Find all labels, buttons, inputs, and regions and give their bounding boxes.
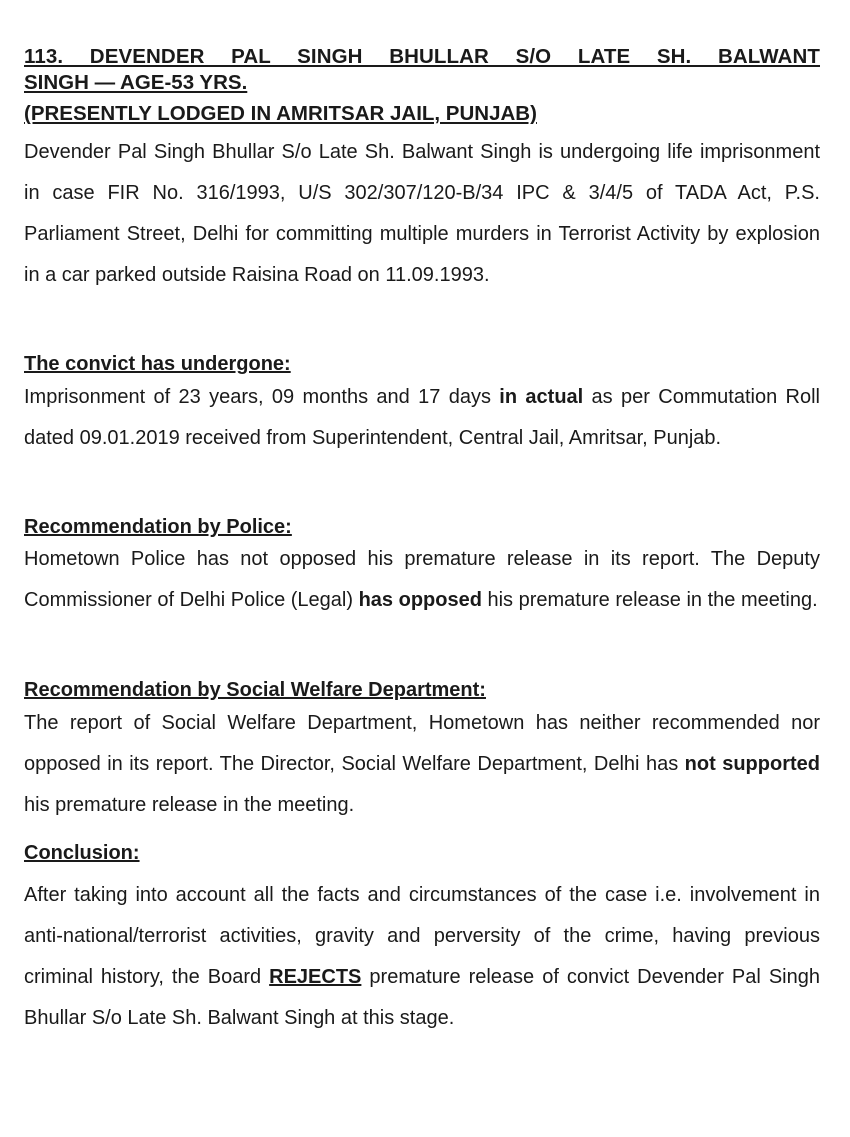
police-bold: has opposed bbox=[358, 589, 482, 611]
conclusion-rejects: REJECTS bbox=[269, 966, 362, 988]
conclusion-heading: Conclusion: bbox=[24, 842, 140, 864]
social-welfare-paragraph bbox=[24, 703, 820, 826]
police-text-before: Hometown Police has not opposed his premature release in its report. The Deputy Commissioner of Delhi Police (Legal) bbox=[24, 548, 820, 611]
title-line-1: 113. DEVENDER PAL SINGH BHULLAR S/O LATE SH. BALWANT bbox=[24, 45, 820, 68]
police-heading: Recommendation by Police: bbox=[24, 516, 292, 538]
police-paragraph bbox=[24, 539, 820, 621]
undergone-paragraph bbox=[24, 377, 820, 459]
undergone-text-before: Imprisonment of 23 years, 09 months and 17 days bbox=[24, 386, 500, 408]
conclusion-paragraph bbox=[24, 875, 820, 1039]
undergone-heading: The convict has undergone: bbox=[24, 353, 291, 375]
social-welfare-bold: not supported bbox=[684, 753, 820, 775]
social-welfare-text-after: his premature release in the meeting. bbox=[24, 794, 355, 816]
conclusion-text-after: premature release of convict Devender Pal Singh Bhullar S/o Late Sh. Balwant Singh at this stage. bbox=[24, 966, 820, 1029]
undergone-text-after: as per Commutation Roll dated 09.01.2019 received from Superintendent, Central Jail, Amritsar, Punjab. bbox=[24, 386, 820, 449]
social-welfare-text-before: The report of Social Welfare Department, Hometown has neither recommended nor opposed in its report. The Director, Social Welfare Department, Delhi has bbox=[24, 712, 820, 775]
police-text-after: his premature release in the meeting. bbox=[481, 589, 818, 611]
intro-paragraph: Devender Pal Singh Bhullar S/o Late Sh. Balwant Singh is undergoing life imprisonment in case FIR No. 316/1993, U/S 302/307/120-B/34 IPC & 3/4/5 of TADA Act, P.S. Parliament Street, Delhi for committing multiple murders in Terrorist Activity by explosion in a car parked outside Raisina Road on 11.09.1993. bbox=[24, 141, 820, 286]
title-line-3: (PRESENTLY LODGED IN AMRITSAR JAIL, PUNJAB) bbox=[24, 102, 537, 125]
conclusion-text-before: After taking into account all the facts and circumstances of the case i.e. involvement in anti-national/terrorist activities, gravity and perversity of the crime, having previous criminal history, the Board bbox=[24, 884, 820, 988]
title-line-2: SINGH — AGE-53 YRS. bbox=[24, 71, 248, 94]
undergone-bold: in actual bbox=[499, 386, 584, 408]
social-welfare-heading: Recommendation by Social Welfare Department: bbox=[24, 679, 486, 701]
